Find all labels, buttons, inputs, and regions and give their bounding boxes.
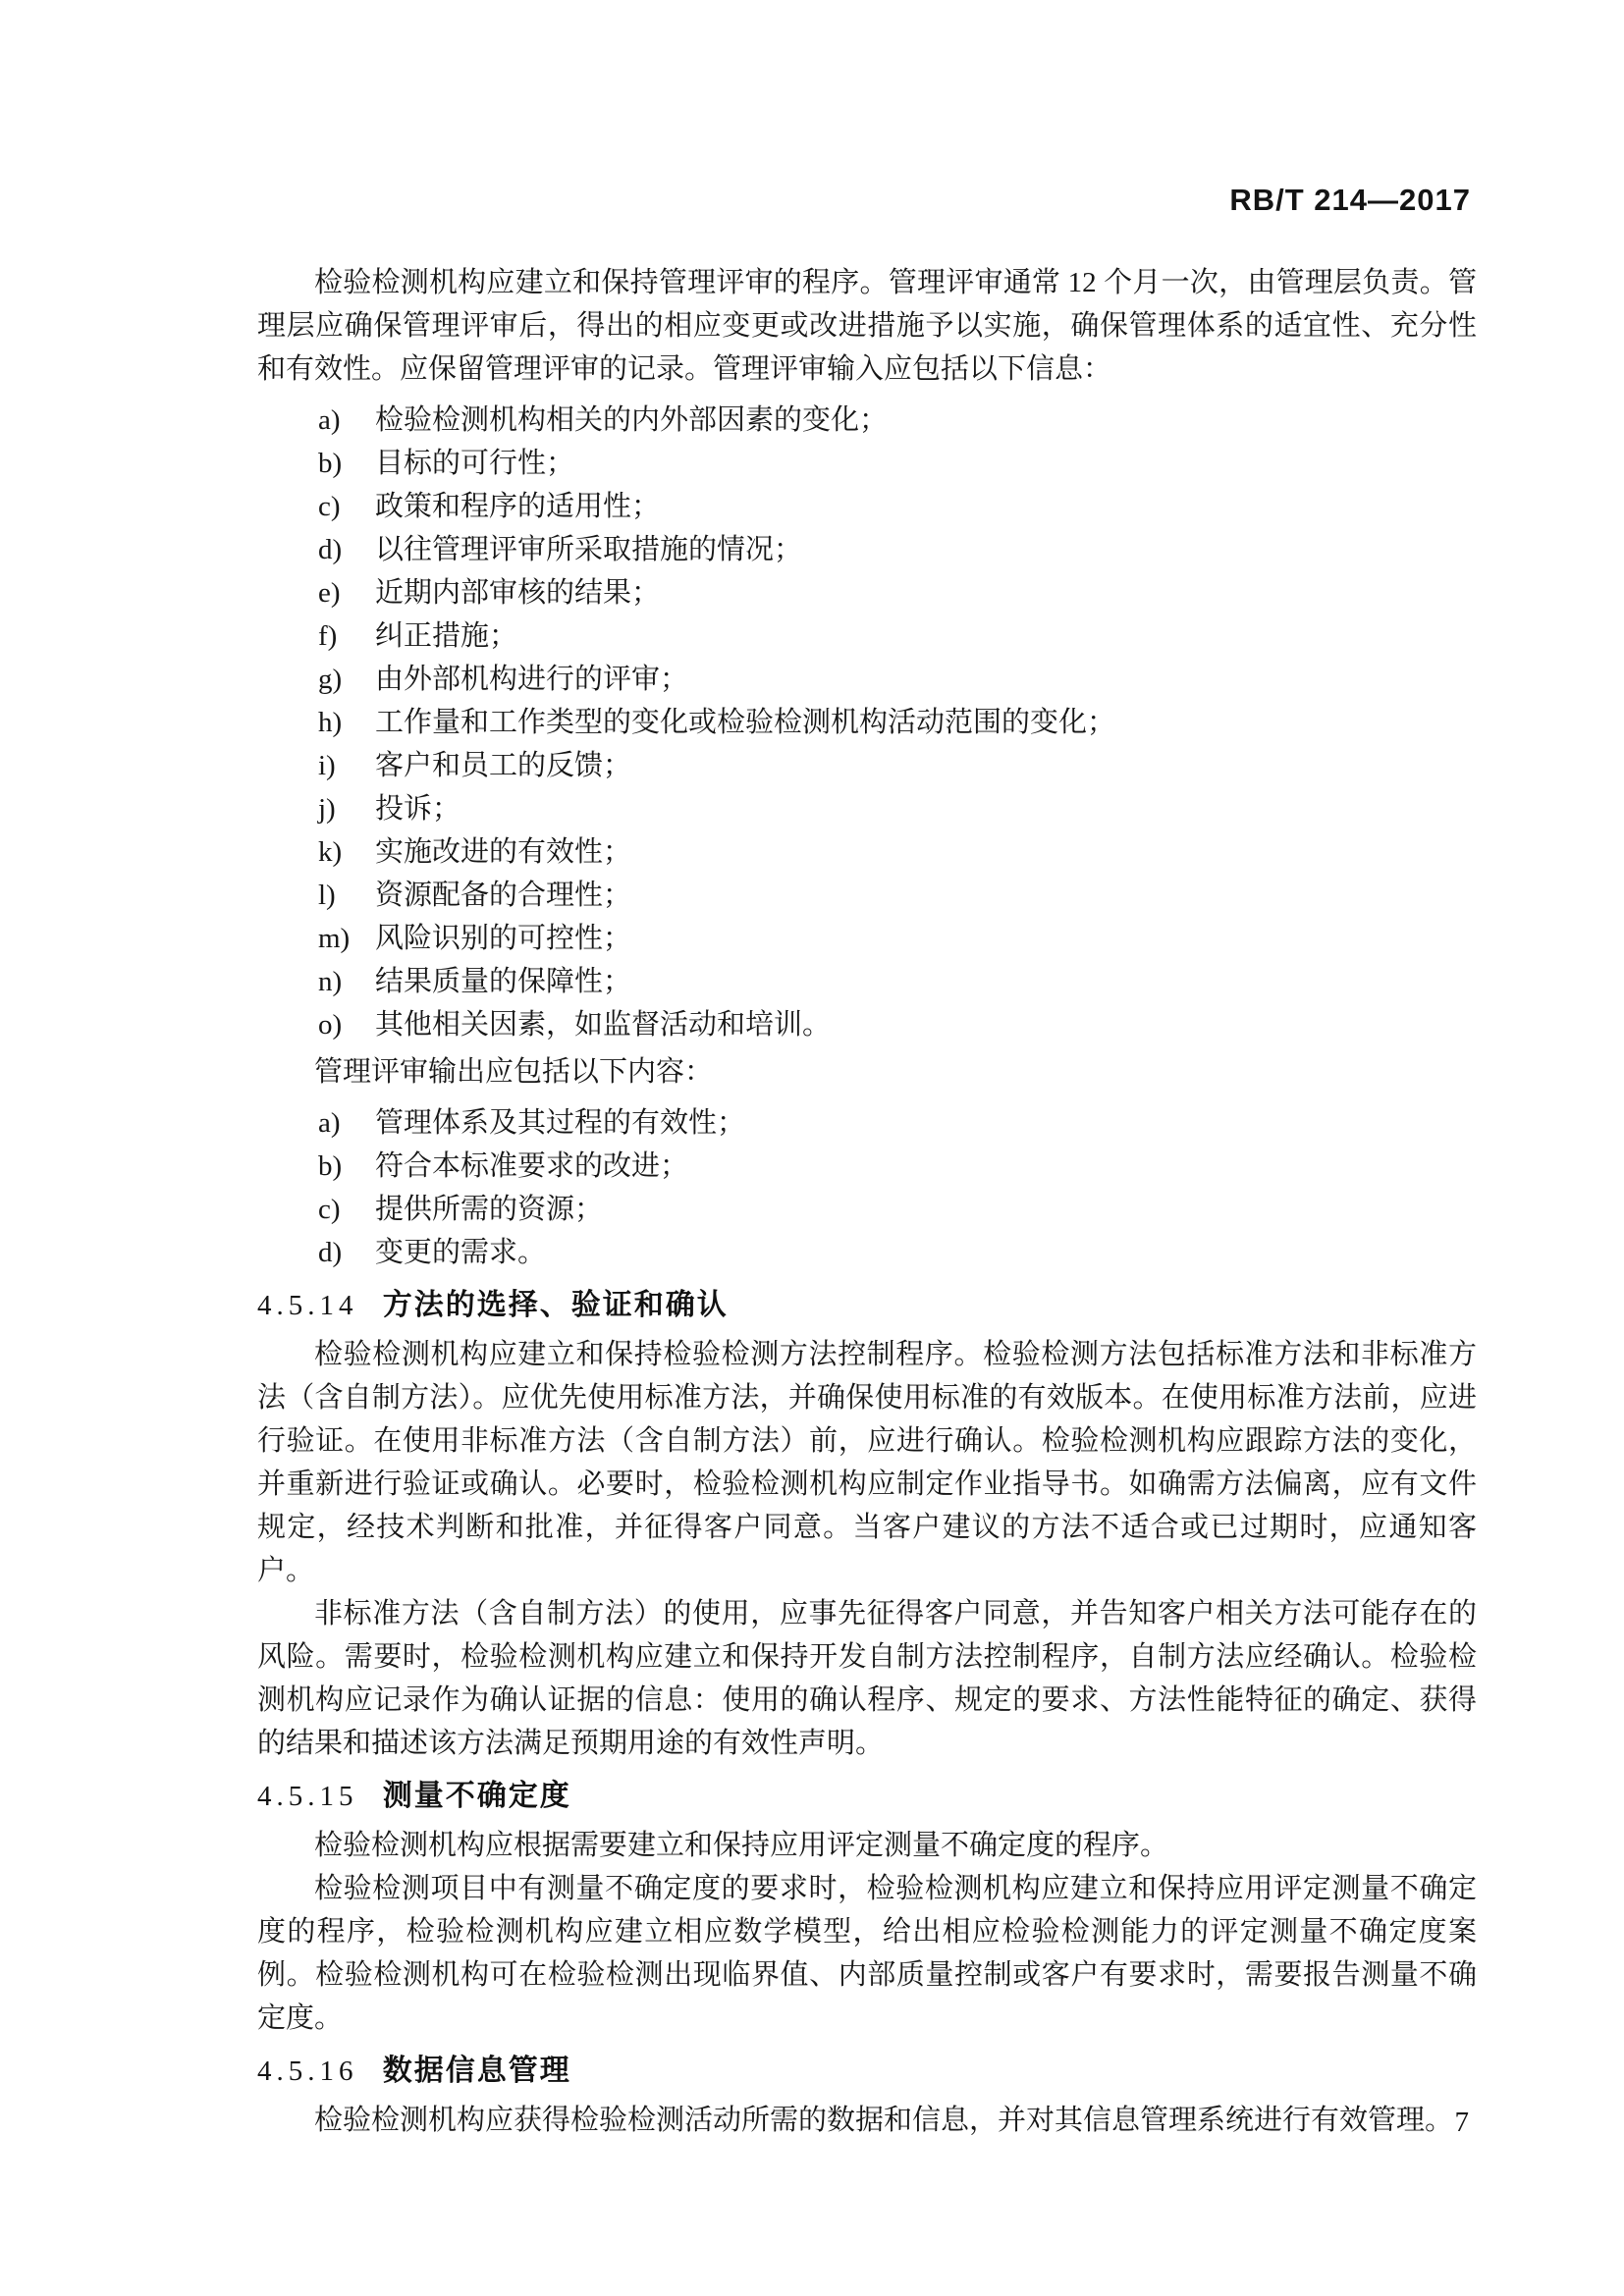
list-item-label: b) [318,1150,343,1182]
list-item [257,485,1477,528]
section-number: 4.5.16 [257,2056,358,2087]
list-item [257,571,1477,614]
list-item [257,1188,1477,1231]
paragraph-review-outputs-intro: 管理评审输出应包括以下内容： [314,1056,714,1088]
list-item-label: h) [318,707,343,738]
list-item [257,614,1477,658]
list-item [257,1231,1477,1274]
list-item-label: m) [318,923,351,954]
list-item [257,399,1477,442]
list-item-text: 管理体系及其过程的有效性； [375,1107,746,1139]
paragraph-uncertainty-1: 检验检测机构应根据需要建立和保持应用评定测量不确定度的程序。 [314,1830,1169,1861]
section-title: 测量不确定度 [382,1780,571,1812]
review-inputs-list [257,399,1477,1046]
list-item-text: 提供所需的资源； [375,1194,604,1225]
list-item-text: 政策和程序的适用性； [375,491,661,522]
list-item-label: a) [318,404,341,436]
section-heading-4-5-14 [257,1284,1477,1327]
list-item-label: a) [318,1107,341,1139]
list-item [257,830,1477,874]
list-item [257,528,1477,571]
list-item-text: 结果质量的保障性； [375,966,632,997]
list-item-text: 客户和员工的反馈； [375,750,632,781]
list-item-label: d) [318,1237,343,1268]
list-item-text: 风险识别的可控性； [375,923,632,954]
list-item [257,874,1477,917]
list-item-label: g) [318,664,343,695]
list-item [257,787,1477,830]
paragraph-management-review-intro: 检验检测机构应建立和保持管理评审的程序。管理评审通常 12 个月一次，由管理层负责。管理层应确保管理评审后，得出的相应变更或改进措施予以实施，确保管理体系的适宜性、充分性和有效性。应保留管理评审的记录。管理评审输入应包括以下信息： [257,267,1477,385]
list-item-text: 投诉； [375,793,461,825]
list-item [257,442,1477,485]
section-heading-4-5-15 [257,1775,1477,1818]
list-item-label: i) [318,750,336,781]
list-item-label: o) [318,1009,343,1041]
list-item [257,658,1477,701]
list-item [257,701,1477,744]
list-item-label: n) [318,966,343,997]
list-item-text: 检验检测机构相关的内外部因素的变化； [375,404,889,436]
list-item [257,1003,1477,1046]
list-item-text: 由外部机构进行的评审； [375,664,689,695]
list-item-label: b) [318,448,343,479]
list-item-label: l) [318,880,336,911]
list-item-label: c) [318,491,341,522]
section-title: 数据信息管理 [382,2055,571,2087]
list-item-label: d) [318,534,343,565]
list-item-text: 以往管理评审所采取措施的情况； [375,534,803,565]
page-number: 7 [1454,2107,1469,2138]
section-number: 4.5.15 [257,1781,358,1812]
document-body [257,261,1477,2142]
list-item-label: j) [318,793,336,825]
list-item-text: 纠正措施； [375,620,518,652]
list-item [257,1101,1477,1145]
list-item-text: 目标的可行性； [375,448,575,479]
list-item-text: 符合本标准要求的改进； [375,1150,689,1182]
list-item-text: 其他相关因素，如监督活动和培训。 [375,1009,832,1041]
list-item-text: 工作量和工作类型的变化或检验检测机构活动范围的变化； [375,707,1116,738]
list-item [257,1145,1477,1188]
list-item-label: k) [318,836,343,868]
header-standard-code: RB/T 214—2017 [1229,183,1471,217]
list-item-text: 实施改进的有效性； [375,836,632,868]
list-item-text: 变更的需求。 [375,1237,547,1268]
paragraph-method-control-2: 非标准方法（含自制方法）的使用，应事先征得客户同意，并告知客户相关方法可能存在的风险。需要时，检验检测机构应建立和保持开发自制方法控制程序，自制方法应经确认。检验检测机构应记录作为确认证据的信息：使用的确认程序、规定的要求、方法性能特征的确定、获得的结果和描述该方法满足预期用途的有效性声明。 [257,1598,1477,1759]
section-number: 4.5.14 [257,1290,358,1321]
paragraph-uncertainty-2: 检验检测项目中有测量不确定度的要求时，检验检测机构应建立和保持应用评定测量不确定度的程序，检验检测机构应建立相应数学模型，给出相应检验检测能力的评定测量不确定度案例。检验检测机构可在检验检测出现临界值、内部质量控制或客户有要求时，需要报告测量不确定度。 [257,1873,1477,2034]
paragraph-method-control-1: 检验检测机构应建立和保持检验检测方法控制程序。检验检测方法包括标准方法和非标准方法（含自制方法）。应优先使用标准方法，并确保使用标准的有效版本。在使用标准方法前，应进行验证。在使用非标准方法（含自制方法）前，应进行确认。检验检测机构应跟踪方法的变化，并重新进行验证或确认。必要时，检验检测机构应制定作业指导书。如确需方法偏离，应有文件规定，经技术判断和批准，并征得客户同意。当客户建议的方法不适合或已过期时，应通知客户。 [257,1339,1477,1586]
section-title: 方法的选择、验证和确认 [382,1289,729,1321]
list-item-text: 近期内部审核的结果； [375,577,661,609]
list-item [257,917,1477,960]
section-heading-4-5-16 [257,2050,1477,2093]
paragraph-data-info: 检验检测机构应获得检验检测活动所需的数据和信息，并对其信息管理系统进行有效管理。 [314,2105,1454,2136]
list-item [257,960,1477,1003]
list-item-text: 资源配备的合理性； [375,880,632,911]
review-outputs-list [257,1101,1477,1274]
list-item-label: f) [318,620,338,652]
list-item [257,744,1477,787]
list-item-label: e) [318,577,341,609]
list-item-label: c) [318,1194,341,1225]
